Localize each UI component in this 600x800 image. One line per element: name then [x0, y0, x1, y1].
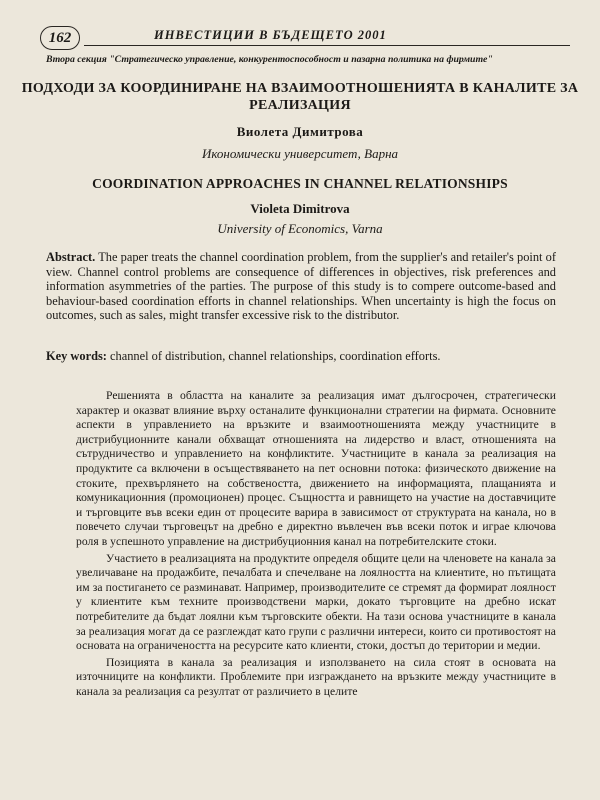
affiliation-bg: Икономически университет, Варна: [201, 146, 399, 161]
author-en: Violeta Dimitrova: [250, 201, 350, 216]
abstract-text: The paper treats the channel coordination problem, from the supplier's and retailer's point of view. Channel control problems are consequence of differences in objectives, risk preferences and information asymmetries of the parties. The purpose of this study is to compere outcome-based and behaviour-based coordination efforts in channel relationships. When uncertainty is high the focus on outcomes, such as sales, might transfer excessive risk to the distributor.: [46, 250, 556, 323]
author-bg: Виолета Димитрова: [236, 124, 364, 139]
section-title: Втора секция "Стратегическо управление, конкурентоспособност и пазарна политика на фирмите": [46, 54, 493, 65]
page-number: 162: [40, 26, 80, 50]
keywords-text: channel of distribution, channel relationships, coordination efforts.: [110, 349, 441, 363]
paragraph: Позицията в канала за реализация и използването на сила стоят в основата на източниците на конфликти. Проблемите при изграждането на връзките между участниците в канала за реализация са резултат от различието в целите: [76, 655, 556, 698]
abstract-label: Abstract.: [46, 250, 96, 264]
article-title-en: COORDINATION APPROACHES IN CHANNEL RELATIONSHIPS: [92, 176, 508, 191]
affiliation-en: University of Economics, Varna: [217, 221, 383, 236]
article-title-bg: [0, 80, 600, 114]
abstract: [46, 250, 556, 323]
keywords: [46, 349, 566, 364]
article-title-bg-text: ПОДХОДИ ЗА КООРДИНИРАНЕ НА ВЗАИМООТНОШЕНИЯТА В КАНАЛИТЕ ЗА РЕАЛИЗАЦИЯ: [21, 81, 579, 113]
keywords-label: Key words:: [46, 349, 107, 363]
paragraph: Участието в реализацията на продуктите определя общите цели на членовете на канала за увеличаване на продажбите, печалбата и спечелване на лоялността на клиентите, но пътищата им за постигането се разминават. Например, производителите се стремят да формират лоялност у клиентите към техните производствени марки, докато търговците на дребно искат потребителите да бъдат лоялни към търговските обекти. На тази основа участниците в канала за реализация могат да се разглеждат като групи с различни интереси, които си противостоят на основата на ограничеността на ресурсите като клиенти, стоки, достъп до територии и медии.: [76, 551, 556, 653]
body-text: [76, 389, 556, 699]
journal-title: ИНВЕСТИЦИИ В БЪДЕЩЕТО 2001: [84, 28, 570, 46]
paragraph: Решенията в областта на каналите за реализация имат дългосрочен, стратегически характер и оказват влияние върху останалите функционални стратегии на фирмата. Основните аспекти в управлението на връзките и взаимоотношенията между участниците в дистрибуционните канали обхващат отношенията на лидерство и власт, отношенията на сътрудничество и управлението на конфликтите. Участниците в канала за реализация на продуктите са включени в осъществяването на пет основни потока: физическото движение на стоките, прехвърлянето на собствеността, движението на информацията, плащанията и комуникационния (промоционен) процес. Същността и равнището на участие на доставчиците и търговците във всеки един от процесите варира в зависимост от структурата на канала, но в повечето случаи търговецът на дребно е директно въвлечен във всеки поток и играе ключова роля в успешното управление на дистрибуционния канал на потребителските стоки.: [76, 389, 556, 548]
